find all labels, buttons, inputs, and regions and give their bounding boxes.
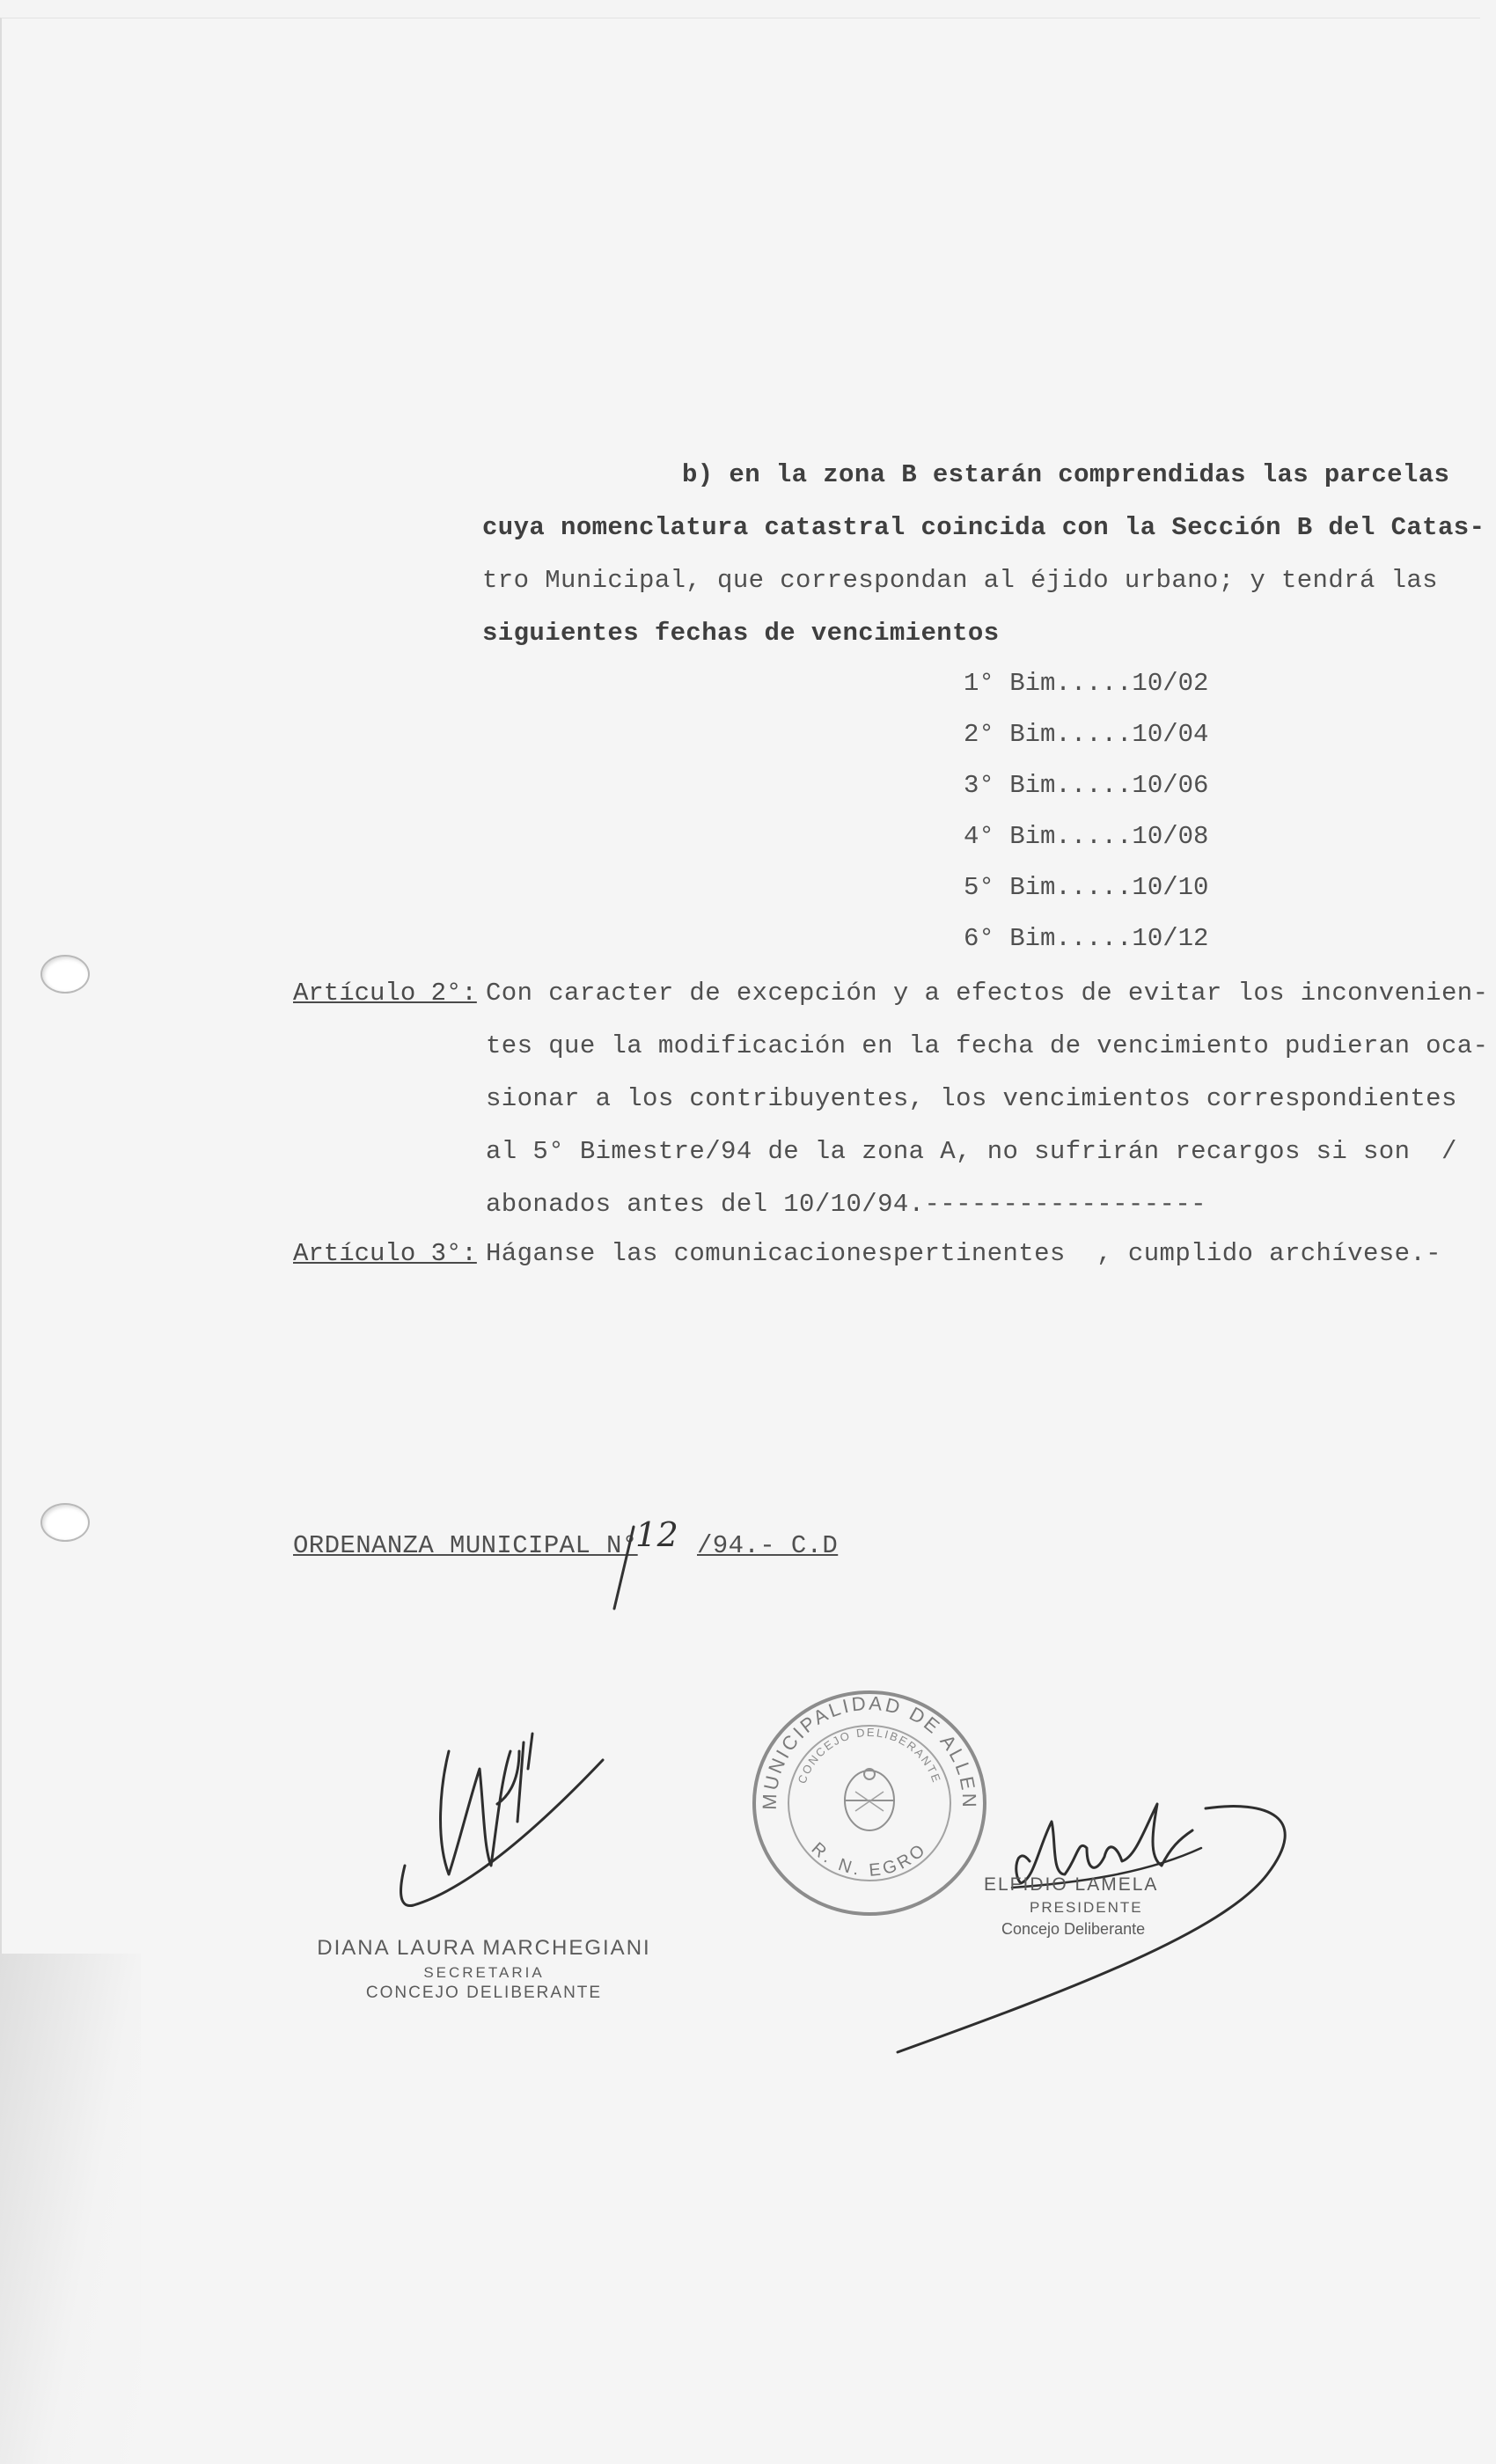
article-3-text: Háganse las comunicacionespertinentes , cumplido archívese.- bbox=[486, 1239, 1441, 1268]
article-2-label: Artículo 2°: bbox=[293, 979, 477, 1008]
seal-top-text: MUNICIPALIDAD DE ALLEN bbox=[758, 1691, 981, 1810]
zone-b-line-2: cuya nomenclatura catastral coincida con la Sección B del Catas- bbox=[482, 513, 1485, 542]
article-3-label: Artículo 3°: bbox=[293, 1239, 477, 1268]
paper-fold-shadow bbox=[0, 1954, 141, 2464]
article-2-line-1: Con caracter de excepción y a efectos de evitar los inconvenien- bbox=[486, 979, 1489, 1008]
signature-left bbox=[387, 1716, 616, 1918]
schedule-item-2: 2° Bim.....10/04 bbox=[964, 720, 1209, 749]
zone-b-line-4: siguientes fechas de vencimientos bbox=[482, 619, 1000, 648]
schedule-item-5: 5° Bim.....10/10 bbox=[964, 873, 1209, 902]
ordinance-handwritten-slash bbox=[607, 1522, 642, 1610]
ordinance-prefix: ORDENANZA MUNICIPAL N° bbox=[293, 1531, 638, 1560]
signatory-left-name: DIANA LAURA MARCHEGIANI bbox=[317, 1936, 651, 1960]
schedule-item-3: 3° Bim.....10/06 bbox=[964, 771, 1209, 800]
ordinance-number: 12 bbox=[635, 1515, 679, 1554]
zone-b-line-1: b) en la zona B estarán comprendidas las parcelas bbox=[682, 460, 1450, 489]
signatory-right-body: Concejo Deliberante bbox=[1001, 1920, 1146, 1938]
article-2-line-2: tes que la modificación en la fecha de vencimiento pudieran oca- bbox=[486, 1031, 1489, 1060]
article-2-line-4: al 5° Bimestre/94 de la zona A, no sufrirán recargos si son / bbox=[486, 1137, 1457, 1166]
ordinance-suffix: /94.- C.D bbox=[697, 1531, 839, 1560]
seal-coat-of-arms-icon bbox=[845, 1769, 894, 1830]
signatory-right-name: ELFIDIO LAMELA bbox=[984, 1874, 1159, 1895]
seal-bottom-text: R. N. EGRO bbox=[807, 1838, 932, 1881]
punch-hole-bottom bbox=[40, 1503, 90, 1542]
seal-inner-text: CONCEJO DELIBERANTE bbox=[795, 1725, 944, 1786]
schedule-item-6: 6° Bim.....10/12 bbox=[964, 924, 1209, 953]
article-2-line-5: abonados antes del 10/10/94.------------------ bbox=[486, 1190, 1206, 1219]
zone-b-line-3: tro Municipal, que correspondan al éjido urbano; y tendrá las bbox=[482, 566, 1438, 595]
signatory-right-role: PRESIDENTE bbox=[1030, 1899, 1143, 1916]
signatory-left-body: CONCEJO DELIBERANTE bbox=[365, 1984, 603, 2002]
punch-hole-top bbox=[40, 955, 90, 994]
signatory-left-role: SECRETARIA bbox=[423, 1964, 545, 1981]
schedule-item-1: 1° Bim.....10/02 bbox=[964, 669, 1209, 698]
article-2-line-3: sionar a los contribuyentes, los vencimientos correspondientes bbox=[486, 1084, 1457, 1113]
svg-text:CONCEJO DELIBERANTE bbox=[796, 1726, 944, 1786]
signature-right bbox=[898, 1778, 1302, 2059]
schedule-item-4: 4° Bim.....10/08 bbox=[964, 822, 1209, 851]
